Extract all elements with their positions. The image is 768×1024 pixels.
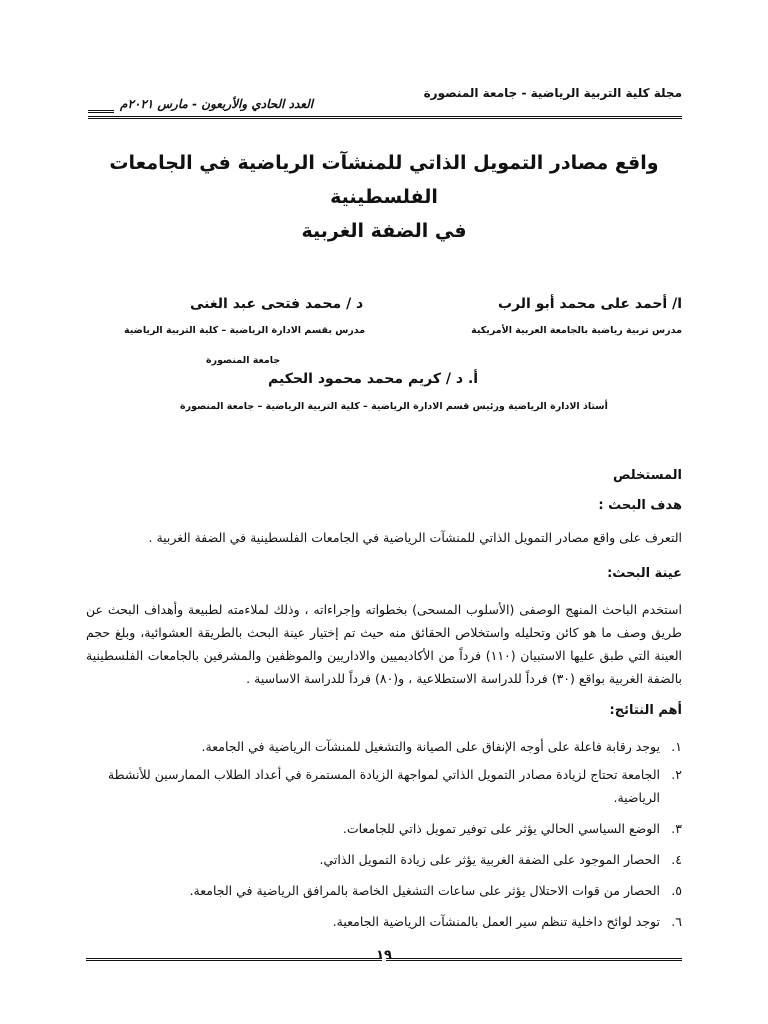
list-item xyxy=(86,735,682,758)
list-text: يوجد رقابة فاعلة على أوجه الإنفاق على الصيانة والتشغيل للمنشآت الرياضية في الجامعة. xyxy=(201,739,660,754)
author-2-affiliation: مدرس بقسم الادارة الرياضية – كلية التربية الرياضية xyxy=(124,325,366,336)
journal-name: مجلة كلية التربية الرياضية - جامعة المنصورة xyxy=(423,86,682,100)
list-text: توجد لوائح داخلية تنظم سير العمل بالمنشآت الرياضية الجامعية. xyxy=(332,914,660,929)
footer-rule-left xyxy=(86,958,382,961)
list-text: الحصار من قوات الاحتلال يؤثر على ساعات التشغيل الخاصة بالمرافق الرياضية في الجامعة. xyxy=(189,883,660,898)
author-3-name: أ. د / كريم محمد محمود الحكيم xyxy=(268,371,479,387)
page-number: ١٩ xyxy=(376,948,392,963)
issue-info: العدد الحادي والأربعون - مارس ٢٠٢١م xyxy=(120,97,314,111)
list-text: الوضع السياسي الحالي يؤثر على توفير تمويل ذاتي للجامعات. xyxy=(342,821,660,836)
list-item xyxy=(86,763,682,809)
author-3-affiliation: أستاذ الادارة الرياضية ورئيس قسم الادارة الرياضية – كلية التربية الرياضية – جامعة المنصورة xyxy=(180,401,608,412)
list-number: ٤. xyxy=(671,852,682,867)
list-number: ٢. xyxy=(671,767,682,782)
header-rule xyxy=(88,116,682,119)
goal-text: التعرف على واقع مصادر التمويل الذاتي للمنشآت الرياضية في الجامعات الفلسطينية في الضفة الغربية . xyxy=(148,530,682,545)
list-number: ١. xyxy=(671,739,682,754)
results-list xyxy=(86,735,682,933)
list-item xyxy=(86,879,682,902)
header-rule-short xyxy=(88,110,114,113)
results-heading: أهم النتائج: xyxy=(609,703,682,718)
goal-heading: هدف البحث : xyxy=(598,498,682,513)
list-text: الجامعة تحتاج لزيادة مصادر التمويل الذاتي لمواجهة الزيادة المستمرة في أعداد الطلاب الممارسين للأنشطة الرياضية. xyxy=(107,767,660,805)
author-2-university: جامعة المنصورة xyxy=(206,355,281,366)
footer-rule-right xyxy=(386,958,682,961)
list-number: ٥. xyxy=(671,883,682,898)
abstract-heading: المستخلص xyxy=(613,468,682,483)
author-2-name: د / محمد فتحى عبد الغنى xyxy=(190,296,364,312)
list-number: ٦. xyxy=(671,914,682,929)
paper-title xyxy=(90,146,678,248)
list-item xyxy=(86,817,682,840)
author-1-name: ا/ أحمد على محمد أبو الرب xyxy=(498,296,682,312)
list-item xyxy=(86,848,682,871)
sample-heading: عينة البحث: xyxy=(607,566,682,581)
list-number: ٣. xyxy=(671,821,682,836)
title-line-1: واقع مصادر التمويل الذاتي للمنشآت الرياضية في الجامعات الفلسطينية xyxy=(109,152,659,208)
list-text: الحصار الموجود على الضفة الغربية يؤثر على زيادة التمويل الذاتي. xyxy=(319,852,660,867)
sample-text: استخدم الباحث المنهج الوصفى (الأسلوب المسحى) بخطواته وإجراءاته ، وذلك لملاءمته لطبيعة وأهداف البحث عن طريق وصف ما هو كائن وتحليله واستخلاص الحقائق منه حيث تم إختيار عينة البحث بالطريقة العشوائية، وبلغ حجم العينة التي طبق عليها الاستبيان (١١٠) فرداً من الأكاديميين والاداريين والموظفين والمشرفين بالجامعات الفلسطينية بالضفة الغربية بواقع (٣٠) فرداً للدراسة الاستطلاعية ، و(٨٠) فرداً للدراسة الاساسية . xyxy=(86,602,682,686)
list-item xyxy=(86,910,682,933)
author-1-affiliation: مدرس تربية رياضية بالجامعة العربية الأمريكية xyxy=(471,325,682,336)
title-line-2: في الضفة الغربية xyxy=(301,220,467,242)
